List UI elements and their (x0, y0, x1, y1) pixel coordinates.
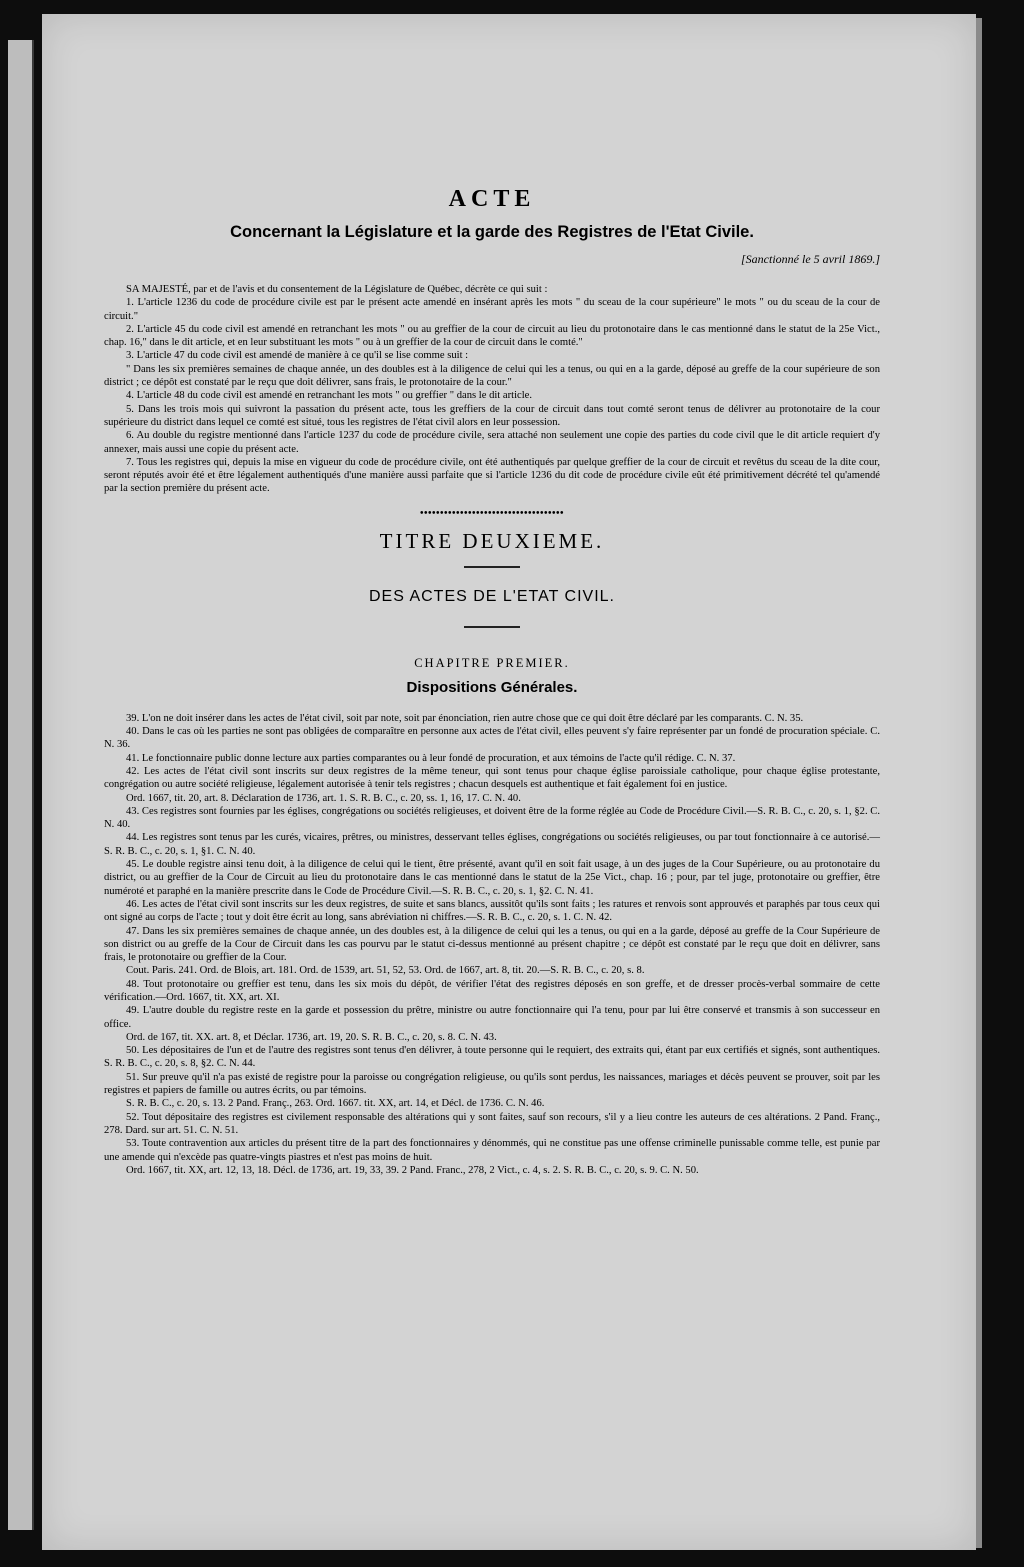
short-rule (464, 566, 520, 568)
acte-section: 5. Dans les trois mois qui suivront la passation du présent acte, tous les greffiers de la cour de circuit dans tout comté seront tenus de délivrer au protonotaire de la cour supérieure du district dans lequel ce comté est situé, tous les registres de l'état civil alors en leur possession. (104, 403, 880, 428)
article-paragraph: 49. L'autre double du registre reste en la garde et possession du prêtre, ministre ou autre fonctionnaire qui l'a tenu, pour par lui être conservé et transmis à son successeur en office. (104, 1005, 880, 1030)
article-paragraph: 51. Sur preuve qu'il n'a pas existé de registre pour la paroisse ou congrégation religieuse, ou qu'ils sont perdus, les naissances, mariages et décès peuvent se prouver, soit par les registres et papiers de famille ou autres écrits, ou par témoins. (104, 1071, 880, 1097)
acte-section: 7. Tous les registres qui, depuis la mise en vigueur du code de procédure civile, ont été authentiqués par quelque greffier de la cour de circuit et revêtus du sceau de la dite cour, seront réputés avoir été et être légalement authentiqués d'une manière aussi parfaite que si l'article 1236 du dit code de procédure civile eût été primitivement décrété tel qu'amendé par la section première du présent acte. (104, 456, 880, 495)
chapter-heading: CHAPITRE PREMIER. (414, 655, 570, 670)
article-paragraph: 46. Les actes de l'état civil sont inscrits sur les deux registres, de suite et sans blancs, aussitôt qu'ils sont faits ; les ratures et renvois sont approuvés et paraphés par tous ceux qui ont signé au corps de l'acte ; tout y doit être écrit au long, sans abréviation ni chiffres.—S. R. B. C., c. 20, s. 1. C. N. 42. (104, 898, 880, 924)
article-paragraph: 41. Le fonctionnaire public donne lecture aux parties comparantes ou à leur fondé de procuration, et aux témoins de l'acte qu'il rédige. C. N. 37. (126, 752, 736, 764)
article-citation: Ord. 1667, tit. 20, art. 8. Déclaration de 1736, art. 1. S. R. B. C., c. 20, ss. 1, 16, 17. C. N. 40. (126, 792, 521, 804)
article-citation: Ord. 1667, tit. XX, art. 12, 13, 18. Décl. de 1736, art. 19, 33, 39. 2 Pand. Franc., 278, 2 Vict., c. 4, s. 2. S. R. B. C., c. 20, s. 9. C. N. 50. (126, 1164, 699, 1176)
actes-heading: DES ACTES DE L'ETAT CIVIL. (368, 587, 615, 605)
article-paragraph: 40. Dans le cas où les parties ne sont pas obligées de comparaître en personne aux actes de l'état civil, elles peuvent s'y faire représenter par un fondé de procuration spéciale. C. N. 36. (104, 726, 880, 751)
article-paragraph: 52. Tout dépositaire des registres est civilement responsable des altérations qui y sont faites, sauf son recours, s'il y a lieu contre les auteurs de ces altérations. 2 Pand. Franç., 278. Dard. sur art. 51. C. N. 51. (104, 1111, 880, 1136)
page-content (104, 186, 880, 1177)
article-paragraph: 47. Dans les six premières semaines de chaque année, un des doubles est, à la diligence de celui qui les a tenus, ou qui en a la garde, déposé au greffe de la Cour Supérieure de son district ou au greffe de la Cour de Circuit dans les cas pourvu par le statut ci-dessus mentionné au présent chapitre ; ce dépôt est constaté par le reçu que doit en délivrer, sans frais, le protonotaire ou greffier de la Cour. (104, 925, 880, 964)
acte-section: 4. L'article 48 du code civil est amendé en retranchant les mots " ou greffier " dans le dit article. (126, 390, 533, 402)
article-citation: S. R. B. C., c. 20, s. 13. 2 Pand. Franç., 263. Ord. 1667. tit. XX, art. 14, et Décl. de 1736. C. N. 46. (126, 1098, 545, 1110)
article-paragraph: 42. Les actes de l'état civil sont inscrits sur deux registres de la même teneur, qui sont tenus pour chaque église paroissiale catholique, pour chaque église protestante, congrégation ou autre société religieuse, légalement autorisée à tenir tels registres ; chacun desquels est authentique et fait également foi en justice. (104, 765, 880, 791)
article-paragraph: 45. Le double registre ainsi tenu doit, à la diligence de celui qui le tient, être présenté, avant qu'il en soit fait usage, à un des juges de la Cour Supérieure, ou au protonotaire du district, ou au greffier de la Cour de Circuit au lieu du protonotaire dans le cas mentionné dans le statut de la 25e Vict., chap. 16 ; pour, par tel juge, protonotaire ou greffier, être numéroté et paraphé en la manière prescrite dans le Code de Procédure Civil.—S. R. B. C., c. 20, s. 1, §2. C. N. 41. (104, 859, 880, 897)
article-paragraph: 50. Les dépositaires de l'un et de l'autre des registres sont tenus d'en délivrer, à toute personne qui le requiert, des extraits qui, étant par eux certifiés et signés, sont authentiques. S. R. B. C., c. 20, s. 8, §2. C. N. 44. (104, 1045, 880, 1070)
titre-heading: TITRE DEUXIEME. (379, 528, 605, 553)
previous-page-edge (8, 40, 34, 1530)
article-paragraph: 44. Les registres sont tenus par les curés, vicaires, prêtres, ou ministres, desservant telles églises, congrégations ou sociétés religieuses, ou par tout fonctionnaire à ce autorisé.—S. R. B. C., c. 20, s. 1, §1. C. N. 40. (104, 832, 880, 857)
page-right-edge (976, 18, 982, 1548)
article-citation: Cout. Paris. 241. Ord. de Blois, art. 181. Ord. de 1539, art. 51, 52, 53. Ord. de 1667, art. 8, tit. 20.—S. R. B. C., c. 20, s. 8. (126, 965, 645, 977)
section-heading: Dispositions Générales. (406, 678, 578, 696)
article-paragraph: 48. Tout protonotaire ou greffier est tenu, dans les six mois du dépôt, de vérifier l'état des registres déposés en son greffe, et de dresser procès-verbal sommaire de cette vérification.—Ord. 1667, tit. XX, art. XI. (104, 978, 880, 1003)
dotted-separator: •••••••••••••••••••••••••••••••••••• (419, 507, 565, 519)
acte-quoted-text: " Dans les six premières semaines de chaque année, un des doubles est à la diligence de celui qui les a tenus, ou qui en a la garde, déposé au greffe de la cour supérieure de son district ; ce dépôt est constaté par le reçu que doit délivrer, sans frais, le protonotaire de la cour." (104, 363, 880, 389)
short-rule (464, 626, 520, 628)
acte-subtitle: Concernant la Législature et la garde des Registres de l'Etat Civile. (230, 223, 754, 241)
article-paragraph: 43. Ces registres sont fournies par les églises, congrégations ou sociétés religieuses, et doivent être de la forme réglée au Code de Procédure Civil.—S. R. B. C., c. 20, s. 1, §2. C. N. 40. (104, 805, 880, 831)
acte-section: 2. L'article 45 du code civil est amendé en retranchant les mots " ou au greffier de la cour de circuit au lieu du protonotaire dans le cas mentionné dans le statut de la 25e Vict., chap. 16," dans le dit article, et en leur substituant les mots " ou à un greffier de la cour de circuit dans le comté." (104, 323, 880, 349)
acte-section: 3. L'article 47 du code civil est amendé de manière à ce qu'il se lise comme suit : (126, 350, 469, 362)
sanction-date: [Sanctionné le 5 avril 1869.] (741, 252, 880, 266)
acte-preamble: SA MAJESTÉ, par et de l'avis et du consentement de la Législature de Québec, décrète ce qui suit : (126, 284, 548, 295)
acte-title: ACTE (448, 186, 536, 212)
article-paragraph: 39. L'on ne doit insérer dans les actes de l'état civil, soit par note, soit par énonciation, rien autre chose que ce qui doit être déclaré par les comparants. C. N. 35. (126, 712, 804, 724)
acte-section: 6. Au double du registre mentionné dans l'article 1237 du code de procédure civile, sera attaché non seulement une copie des parties du code civil que le dit article requiert d'y annexer, mais aussi une copie du présent acte. (104, 430, 880, 455)
article-citation: Ord. de 167, tit. XX. art. 8, et Déclar. 1736, art. 19, 20. S. R. B. C., c. 20, s. 8. C. N. 43. (126, 1031, 497, 1043)
acte-section: 1. L'article 1236 du code de procédure civile est par le présent acte amendé en insérant après les mots " du sceau de la cour supérieure" le mots " ou du sceau de la cour de circuit." (104, 297, 880, 322)
article-paragraph: 53. Toute contravention aux articles du présent titre de la part des fonctionnaires y dénommés, qui ne constitue pas une offense criminelle punissable comme telle, est punie par une amende qui n'excède pas quatre-vingts piastres et n'est pas moins de huit. (104, 1138, 880, 1163)
